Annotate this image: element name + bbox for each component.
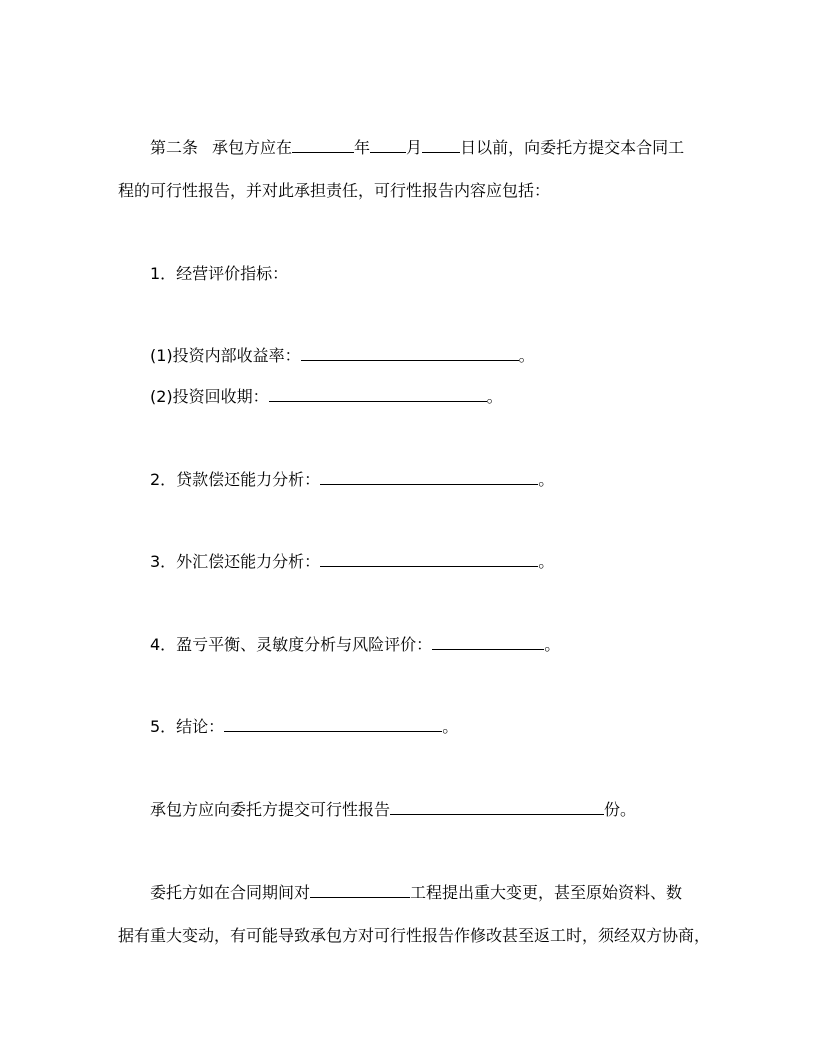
change-line2	[118, 926, 710, 946]
month-label: 月	[406, 138, 423, 157]
item-1b-label: (2)投资回收期：	[150, 387, 269, 406]
project-blank[interactable]	[310, 883, 410, 898]
change-text-continued: 据有重大变动，有可能导致承包方对可行性报告作修改甚至返工时，须经双方协商，	[118, 926, 711, 945]
article2-text: 承包方应在	[212, 138, 293, 157]
period: 。	[442, 717, 459, 736]
article2-text-continued: 程的可行性报告，并对此承担责任，可行性报告内容应包括：	[118, 181, 551, 200]
item-2	[150, 470, 554, 490]
item-1a	[150, 346, 535, 366]
copies-text: 承包方应向委托方提交可行性报告	[150, 800, 391, 819]
period: 。	[486, 387, 503, 406]
year-label: 年	[354, 138, 371, 157]
period: 。	[518, 346, 535, 365]
item-2-label: 2．贷款偿还能力分析：	[150, 470, 321, 489]
risk-blank[interactable]	[432, 635, 544, 650]
conclusion-blank[interactable]	[224, 717, 442, 732]
year-blank[interactable]	[292, 138, 354, 153]
item-3	[150, 552, 554, 572]
item-1	[150, 264, 288, 284]
forex-blank[interactable]	[320, 552, 538, 567]
copies-line	[150, 800, 636, 820]
item-5	[150, 717, 458, 737]
period: 。	[544, 635, 561, 654]
item-3-label: 3．外汇偿还能力分析：	[150, 552, 321, 571]
article-label: 第二条	[150, 138, 199, 157]
change-line1	[150, 883, 682, 903]
payback-blank[interactable]	[269, 387, 487, 402]
item-4-label: 4．盈亏平衡、灵敏度分析与风险评价：	[150, 635, 433, 654]
item-1-label: 1．经营评价指标：	[150, 264, 289, 283]
article2-text-end: 日以前，向委托方提交本合同工	[460, 138, 685, 157]
period: 。	[538, 470, 555, 489]
month-blank[interactable]	[370, 138, 406, 153]
copies-blank[interactable]	[390, 800, 604, 815]
irr-blank[interactable]	[301, 346, 519, 361]
item-1b	[150, 387, 503, 407]
item-4	[150, 635, 560, 655]
article2-line2	[118, 181, 550, 201]
change-text-end: 工程提出重大变更，甚至原始资料、数	[410, 883, 683, 902]
article2-line1	[150, 138, 684, 158]
change-text: 委托方如在合同期间对	[150, 883, 311, 902]
day-blank[interactable]	[422, 138, 460, 153]
item-5-label: 5．结论：	[150, 717, 225, 736]
period: 。	[538, 552, 555, 571]
copies-suffix: 份。	[604, 800, 637, 819]
loan-blank[interactable]	[320, 470, 538, 485]
item-1a-label: (1)投资内部收益率：	[150, 346, 301, 365]
